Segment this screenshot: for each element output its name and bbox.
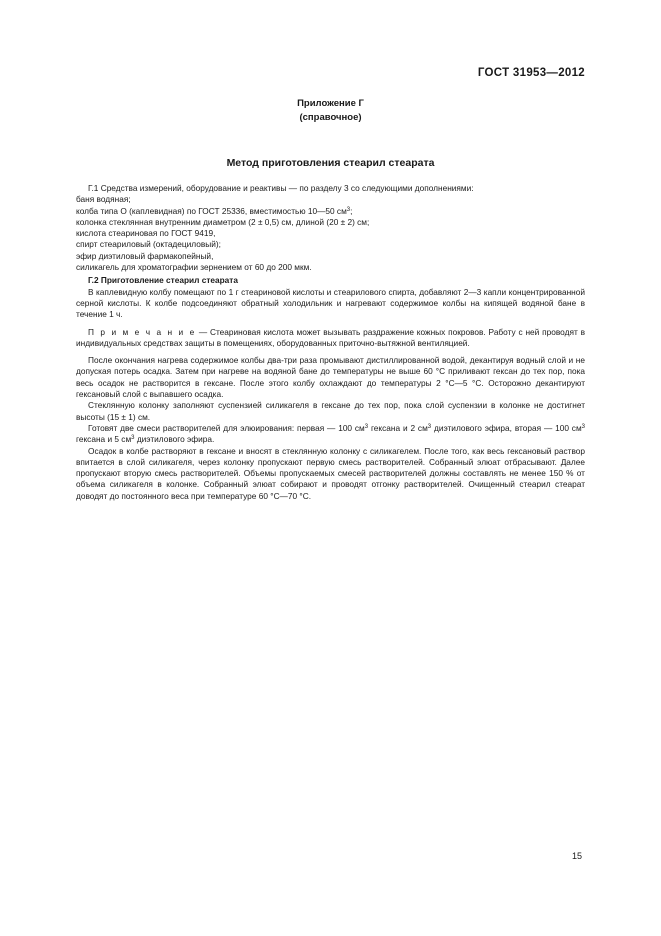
page-title: Метод приготовления стеарил стеарата bbox=[226, 157, 435, 169]
superscript: 3 bbox=[364, 423, 369, 430]
document-body bbox=[76, 183, 585, 502]
appendix-note: (справочное) bbox=[299, 112, 362, 123]
appendix-label: Приложение Г bbox=[297, 98, 364, 109]
paragraph: В каплевидную колбу помещают по 1 г стеариновой кислоты и стеарилового спирта, добавляют 2—3 капли концентрированной серной кислоты. К колбе подсоединяют обратный холодильник и нагревают содержимое колбы на кипящей водяной бане в течение 1 ч. bbox=[76, 286, 585, 320]
section-g2-heading: Г.2 Приготовление стеарил стеарата bbox=[88, 275, 238, 286]
superscript: 3 bbox=[427, 423, 432, 430]
paragraph bbox=[76, 423, 585, 446]
list-item: колонка стеклянная внутренним диаметром (2 ± 0,5) см, длиной (20 ± 2) см; bbox=[76, 216, 370, 227]
text-run: гексана и 5 см bbox=[76, 434, 132, 445]
list-item: спирт стеариловый (октадециловый); bbox=[76, 239, 221, 250]
list-item: кислота стеариновая по ГОСТ 9419, bbox=[76, 228, 216, 239]
paragraph: Стеклянную колонку заполняют суспензией силикагеля в гексане до тех пор, пока слой суспензии в колонке не достигнет высоты (15 ± 1) см. bbox=[76, 400, 585, 422]
paragraph: После окончания нагрева содержимое колбы два-три раза промывают дистиллированной водой, декантируя водный слой и не допуская потерь осадка. Затем при нагреве на водяной бане до температуры не выше 60 °С приливают гексан до тех пор, пока весь осадок не растворится в гексане. После этого колбу охлаждают до температуры 2 °С—5 °С. Осторожно декантируют гексановый слой с выпавшего осадка. bbox=[76, 355, 585, 400]
list-item: силикагель для хроматографии зернением от 60 до 200 мкм. bbox=[76, 262, 312, 273]
list-item-text: колба типа О (каплевидная) по ГОСТ 25336, вместимостью 10—50 см bbox=[76, 205, 347, 216]
section-g1-intro: Г.1 Средства измерений, оборудование и реактивы — по разделу 3 со следующими дополнениями: bbox=[88, 183, 474, 193]
note bbox=[76, 327, 585, 350]
text-run: диэтилового эфира, вторая — 100 см bbox=[431, 422, 582, 433]
appendix-heading bbox=[0, 97, 661, 125]
list-item: баня водяная; bbox=[76, 194, 131, 205]
page-number: 15 bbox=[571, 851, 582, 861]
note-label: П р и м е ч а н и е bbox=[88, 326, 197, 337]
text-run: гексана и 2 см bbox=[368, 422, 428, 433]
standard-code: ГОСТ 31953—2012 bbox=[477, 67, 585, 79]
superscript: 3 bbox=[581, 423, 585, 430]
list-item bbox=[76, 206, 585, 217]
paragraph: Осадок в колбе растворяют в гексане и вносят в стеклянную колонку с силикагелем. После того, как весь гексановый раствор впитается в слой силикагеля, через колонку пропускают первую смесь растворителей. Собранный элюат отбрасывают. Далее пропускают вторую смесь растворителей. Объемы пропускаемых смесей растворителей должны составлять не менее 150 % от объема силикагеля в колонке. Собранный элюат собирают и проводят отгонку растворителей. Очищенный стеарил стеарат доводят до постоянного веса при температуре 60 °С—70 °С. bbox=[76, 445, 585, 501]
list-item-text: ; bbox=[350, 205, 353, 216]
text-run: Готовят две смеси растворителей для элюирования: первая — 100 см bbox=[88, 422, 365, 433]
text-run: диэтилового эфира. bbox=[134, 434, 215, 445]
superscript: 3 bbox=[346, 206, 351, 213]
list-item: эфир диэтиловый фармакопейный, bbox=[76, 250, 214, 261]
superscript: 3 bbox=[131, 435, 135, 442]
note-text: — Стеариновая кислота может вызывать раздражение кожных покровов. Работу с ней проводят в индивидуальных средствах защиты в помещениях, оборудованных приточно-вытяжной вентиляцией. bbox=[76, 326, 585, 348]
